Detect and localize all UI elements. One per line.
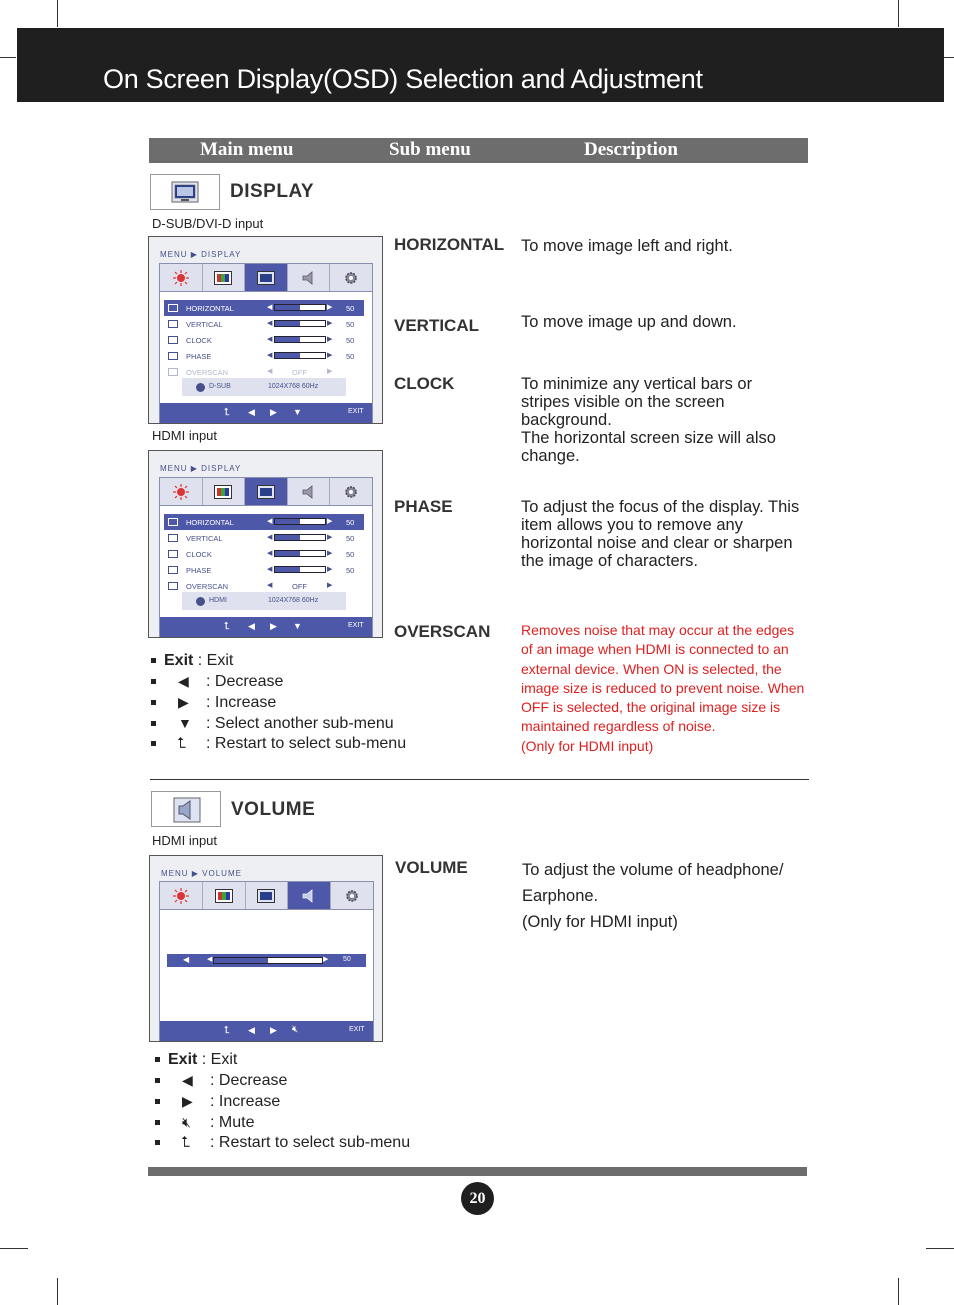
left-arrow-icon: ◀ bbox=[182, 1072, 193, 1088]
row-icon bbox=[168, 368, 178, 376]
submenu-clock: CLOCK bbox=[394, 374, 455, 393]
right-arrow-icon: ▶ bbox=[327, 582, 333, 589]
column-description: Description bbox=[584, 139, 678, 160]
left-arrow-icon: ◀ bbox=[267, 566, 273, 573]
row-value: 50 bbox=[346, 550, 355, 559]
row-label: VERTICAL bbox=[186, 534, 223, 543]
left-arrow-icon: ◀ bbox=[248, 621, 255, 631]
right-arrow-icon: ▶ bbox=[323, 956, 329, 963]
legend-exit bbox=[151, 651, 406, 671]
right-arrow-icon: ▶ bbox=[178, 694, 189, 710]
osd-tabs bbox=[160, 264, 372, 292]
right-arrow-icon: ▶ bbox=[270, 621, 277, 631]
speaker-icon bbox=[301, 270, 317, 286]
row-label: PHASE bbox=[186, 352, 212, 361]
row-icon bbox=[168, 550, 178, 558]
volume-section-title: VOLUME bbox=[231, 799, 316, 820]
crop-mark bbox=[0, 57, 16, 58]
desc-vertical: To move image up and down. bbox=[521, 313, 737, 331]
color-icon bbox=[215, 889, 233, 903]
mute-icon: 🔇︎ bbox=[292, 1024, 299, 1035]
row-value: 50 bbox=[346, 320, 355, 329]
submenu-overscan: OVERSCAN bbox=[394, 622, 491, 641]
osd-source: HDMI bbox=[209, 597, 227, 604]
left-arrow-icon: ◀ bbox=[178, 673, 189, 689]
volume-slider bbox=[213, 957, 323, 964]
row-slider bbox=[274, 336, 326, 343]
osd-tab-picture bbox=[160, 478, 203, 505]
section-divider bbox=[150, 779, 809, 780]
brightness-icon bbox=[173, 484, 189, 500]
osd-tab-color bbox=[203, 478, 246, 505]
column-sub-menu: Sub menu bbox=[389, 139, 471, 160]
display-icon bbox=[150, 174, 220, 210]
osd-row bbox=[164, 348, 364, 364]
row-icon bbox=[168, 352, 178, 360]
volume-value: 50 bbox=[343, 956, 351, 963]
osd-exit-label: EXIT bbox=[349, 1026, 365, 1033]
legend-restart: ⮤ : Restart to select sub-menu bbox=[155, 1133, 410, 1153]
volume-slider-row bbox=[167, 954, 366, 967]
osd-tab-setup bbox=[331, 882, 373, 909]
osd-row bbox=[164, 300, 364, 316]
left-arrow-icon: ◀ bbox=[267, 304, 273, 311]
page-title: On Screen Display(OSD) Selection and Adjustment bbox=[103, 64, 703, 94]
osd-info-bar bbox=[182, 592, 346, 610]
row-label: CLOCK bbox=[186, 336, 212, 345]
footer-bar bbox=[148, 1167, 807, 1176]
osd-breadcrumb: MENU ▶ DISPLAY bbox=[160, 464, 242, 473]
row-label: HORIZONTAL bbox=[186, 304, 234, 313]
mute-icon: 🔇︎ bbox=[182, 1114, 191, 1130]
right-arrow-icon: ▶ bbox=[327, 566, 333, 573]
right-arrow-icon: ▶ bbox=[270, 407, 277, 417]
speaker-icon: ◀ bbox=[183, 955, 190, 964]
desc-volume-line: (Only for HDMI input) bbox=[522, 913, 678, 931]
right-arrow-icon: ▶ bbox=[270, 1025, 277, 1035]
right-arrow-icon: ▶ bbox=[327, 336, 333, 343]
column-main-menu: Main menu bbox=[200, 139, 294, 160]
legend-exit-text: : Exit bbox=[193, 652, 234, 669]
return-icon: ⮤ bbox=[181, 1134, 190, 1151]
row-label: OVERSCAN bbox=[186, 582, 229, 591]
legend-exit-text: : Exit bbox=[197, 1051, 238, 1068]
osd-source: D-SUB bbox=[209, 383, 231, 390]
row-slider bbox=[274, 534, 326, 541]
monitor-icon bbox=[257, 889, 275, 903]
left-arrow-icon: ◀ bbox=[207, 956, 213, 963]
left-arrow-icon: ◀ bbox=[267, 550, 273, 557]
left-arrow-icon: ◀ bbox=[267, 336, 273, 343]
down-arrow-icon: ▼ bbox=[293, 621, 302, 631]
legend-increase: ▶ : Increase bbox=[151, 692, 406, 713]
legend-mute: 🔇︎ : Mute bbox=[155, 1112, 410, 1133]
gear-icon bbox=[344, 888, 360, 904]
submenu-horizontal: HORIZONTAL bbox=[394, 235, 505, 254]
row-slider-fill bbox=[275, 305, 300, 310]
desc-volume-line: To adjust the volume of headphone/ bbox=[522, 861, 784, 879]
info-icon bbox=[196, 597, 205, 606]
legend-select: ▼ : Select another sub-menu bbox=[151, 713, 406, 734]
left-arrow-icon: ◀ bbox=[267, 534, 273, 541]
row-slider-fill bbox=[275, 321, 300, 326]
hdmi-input-label: HDMI input bbox=[152, 428, 218, 443]
row-value: 50 bbox=[346, 336, 355, 345]
osd-exit-label: EXIT bbox=[348, 408, 364, 415]
left-arrow-icon: ◀ bbox=[267, 518, 273, 525]
display-legend bbox=[151, 651, 406, 754]
desc-phase: To adjust the focus of the display. This item allows you to remove any horizontal noise and clear or sharpen the image of characters. bbox=[521, 498, 800, 570]
right-arrow-icon: ▶ bbox=[327, 550, 333, 557]
left-arrow-icon: ◀ bbox=[267, 582, 273, 589]
desc-clock: To minimize any vertical bars or stripes visible on the screen background. The horizontal screen size will also change. bbox=[521, 375, 776, 465]
row-value: 50 bbox=[346, 518, 355, 527]
row-slider bbox=[274, 518, 326, 525]
row-value: 50 bbox=[346, 566, 355, 575]
row-label: PHASE bbox=[186, 566, 212, 575]
left-arrow-icon: ◀ bbox=[248, 407, 255, 417]
row-label: HORIZONTAL bbox=[186, 518, 234, 527]
osd-resolution: 1024X768 60Hz bbox=[268, 383, 319, 390]
return-icon: ⮤ bbox=[224, 621, 230, 632]
osd-row bbox=[164, 562, 364, 578]
monitor-icon bbox=[257, 271, 275, 285]
left-arrow-icon: ◀ bbox=[267, 320, 273, 327]
left-arrow-icon: ◀ bbox=[267, 368, 273, 375]
row-icon bbox=[168, 534, 178, 542]
row-value-text: OFF bbox=[292, 368, 307, 377]
speaker-icon bbox=[301, 484, 317, 500]
osd-row bbox=[164, 530, 364, 546]
osd-info-bar bbox=[182, 378, 346, 396]
osd-exit-label: EXIT bbox=[348, 622, 364, 629]
osd-row bbox=[164, 514, 364, 530]
monitor-icon bbox=[257, 485, 275, 499]
submenu-volume: VOLUME bbox=[395, 858, 468, 877]
osd-footer bbox=[160, 617, 372, 637]
crop-mark bbox=[898, 0, 899, 27]
osd-display-dsub bbox=[148, 236, 383, 424]
row-label: VERTICAL bbox=[186, 320, 223, 329]
osd-tab-picture bbox=[160, 882, 203, 909]
row-icon bbox=[168, 336, 178, 344]
crop-mark bbox=[898, 1278, 899, 1305]
row-icon bbox=[168, 304, 178, 312]
right-arrow-icon: ▶ bbox=[327, 518, 333, 525]
row-slider bbox=[274, 352, 326, 359]
osd-tab-display bbox=[245, 264, 288, 291]
row-value-text: OFF bbox=[292, 582, 307, 591]
info-icon bbox=[196, 383, 205, 392]
color-icon bbox=[214, 485, 232, 499]
row-slider-fill bbox=[275, 519, 300, 524]
gear-icon bbox=[343, 484, 359, 500]
osd-row bbox=[164, 546, 364, 562]
volume-hdmi-input-label: HDMI input bbox=[152, 833, 218, 848]
right-arrow-icon: ▶ bbox=[327, 352, 333, 359]
legend-decrease: ◀ : Decrease bbox=[155, 1070, 410, 1091]
osd-tab-color bbox=[203, 264, 246, 291]
osd-tab-volume bbox=[288, 478, 331, 505]
osd-display-hdmi bbox=[148, 450, 383, 638]
osd-tab-setup bbox=[330, 478, 372, 505]
osd-breadcrumb: MENU ▶ VOLUME bbox=[161, 869, 242, 878]
row-icon bbox=[168, 566, 178, 574]
gear-icon bbox=[343, 270, 359, 286]
row-icon bbox=[168, 320, 178, 328]
legend-restart: ⮤ : Restart to select sub-menu bbox=[151, 734, 406, 754]
legend-exit bbox=[155, 1050, 410, 1070]
brightness-icon bbox=[173, 888, 189, 904]
row-slider-fill bbox=[275, 337, 300, 342]
submenu-phase: PHASE bbox=[394, 497, 453, 516]
down-arrow-icon: ▼ bbox=[178, 715, 192, 731]
down-arrow-icon: ▼ bbox=[293, 407, 302, 417]
right-arrow-icon: ▶ bbox=[327, 534, 333, 541]
return-icon: ⮤ bbox=[177, 735, 186, 752]
row-value: 50 bbox=[346, 352, 355, 361]
row-label: CLOCK bbox=[186, 550, 212, 559]
left-arrow-icon: ◀ bbox=[248, 1025, 255, 1035]
row-slider bbox=[274, 304, 326, 311]
return-icon: ⮤ bbox=[224, 407, 230, 418]
osd-tab-color bbox=[203, 882, 246, 909]
dsub-input-label: D-SUB/DVI-D input bbox=[152, 216, 264, 231]
osd-tabs bbox=[160, 478, 372, 506]
row-value: 50 bbox=[346, 534, 355, 543]
right-arrow-icon: ▶ bbox=[327, 368, 333, 375]
row-slider-fill bbox=[275, 535, 300, 540]
right-arrow-icon: ▶ bbox=[327, 304, 333, 311]
legend-decrease: ◀ : Decrease bbox=[151, 671, 406, 692]
osd-tabs bbox=[160, 882, 373, 910]
return-icon: ⮤ bbox=[224, 1025, 230, 1036]
left-arrow-icon: ◀ bbox=[267, 352, 273, 359]
legend-increase: ▶ : Increase bbox=[155, 1091, 410, 1112]
osd-tab-display bbox=[246, 882, 289, 909]
desc-horizontal: To move image left and right. bbox=[521, 237, 733, 255]
osd-tab-volume bbox=[288, 264, 331, 291]
osd-volume bbox=[149, 855, 383, 1042]
color-icon bbox=[214, 271, 232, 285]
right-arrow-icon: ▶ bbox=[182, 1093, 193, 1109]
osd-tab-picture bbox=[160, 264, 203, 291]
osd-row bbox=[164, 332, 364, 348]
osd-breadcrumb: MENU ▶ DISPLAY bbox=[160, 250, 242, 259]
osd-resolution: 1024X768 60Hz bbox=[268, 597, 319, 604]
osd-tab-setup bbox=[330, 264, 372, 291]
submenu-vertical: VERTICAL bbox=[394, 316, 479, 335]
osd-footer bbox=[160, 1021, 373, 1041]
crop-mark bbox=[57, 1278, 58, 1305]
page-number: 20 bbox=[461, 1182, 494, 1215]
osd-footer bbox=[160, 403, 372, 423]
volume-legend bbox=[155, 1050, 410, 1153]
crop-mark bbox=[57, 0, 58, 27]
row-icon bbox=[168, 518, 178, 526]
brightness-icon bbox=[173, 270, 189, 286]
row-icon bbox=[168, 582, 178, 590]
volume-slider-fill bbox=[214, 958, 268, 963]
desc-volume-line: Earphone. bbox=[522, 887, 599, 905]
row-slider bbox=[274, 566, 326, 573]
legend-exit-key: Exit bbox=[168, 1051, 198, 1068]
legend-exit-key: Exit bbox=[164, 652, 194, 669]
row-slider bbox=[274, 550, 326, 557]
row-slider-fill bbox=[275, 567, 300, 572]
speaker-icon bbox=[301, 888, 317, 904]
osd-tab-volume bbox=[288, 882, 331, 909]
volume-icon bbox=[151, 791, 221, 827]
crop-mark bbox=[0, 1248, 28, 1249]
row-value: 50 bbox=[346, 304, 355, 313]
right-arrow-icon: ▶ bbox=[327, 320, 333, 327]
row-slider-fill bbox=[275, 551, 300, 556]
desc-overscan: Removes noise that may occur at the edges of an image when HDMI is connected to an external device. When ON is selected, the image size is reduced to prevent noise. When OFF is selected, the original image size is maintained regardless of noise. (Only for HDMI input) bbox=[521, 622, 805, 754]
row-slider bbox=[274, 320, 326, 327]
crop-mark bbox=[926, 1248, 954, 1249]
row-slider-fill bbox=[275, 353, 300, 358]
desc-volume bbox=[522, 857, 812, 935]
row-label: OVERSCAN bbox=[186, 368, 229, 377]
display-section-title: DISPLAY bbox=[230, 181, 315, 202]
osd-row bbox=[164, 316, 364, 332]
osd-tab-display bbox=[245, 478, 288, 505]
